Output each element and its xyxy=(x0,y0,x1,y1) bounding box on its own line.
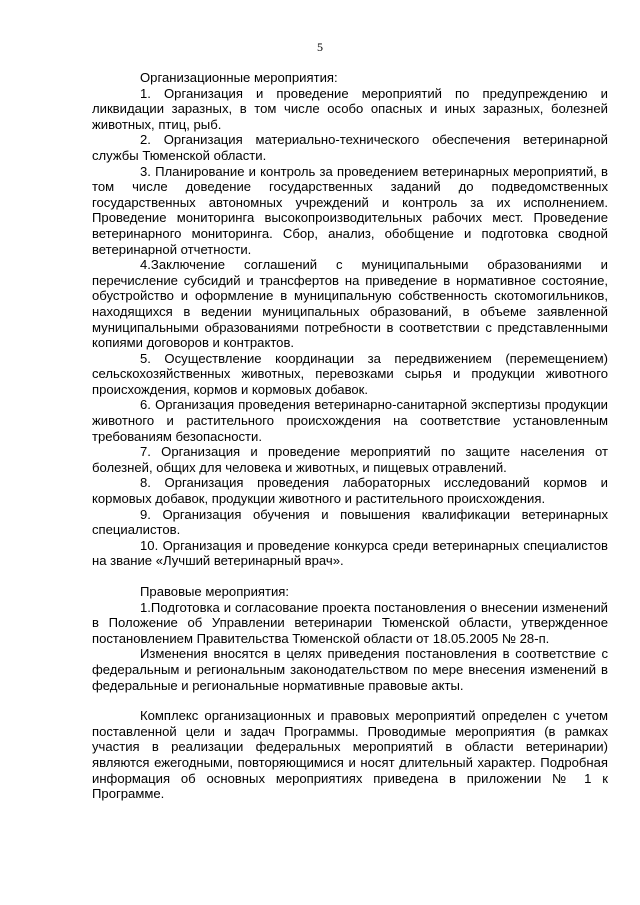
org-item-3: 3. Планирование и контроль за проведением ветеринарных мероприятий, в том числе доведение государственных заданий до подведомственных государственных автономных учреждений и контроль за их исполнением. Проведение мониторинга высокопроизводительных рабочих мест. Проведение ветеринарного мониторинга. Сбор, анализ, обобщение и подготовка сводной ветеринарной отчетности. xyxy=(92,163,608,257)
legal-section-heading: Правовые мероприятия: xyxy=(140,584,290,599)
legal-item-1: 1.Подготовка и согласование проекта постановления о внесении изменений в Положение об Управлении ветеринарии Тюменской области, утвержденное постановлением Правительства Тюменской области от 18.05.2005 № 28-п. xyxy=(92,599,608,646)
org-item-9: 9. Организация обучения и повышения квалификации ветеринарных специалистов. xyxy=(92,506,608,538)
page-number: 5 xyxy=(317,40,323,54)
org-item-8: 8. Организация проведения лабораторных исследований кормов и кормовых добавок, продукции животного и растительного происхождения. xyxy=(92,475,608,507)
org-section-heading: Организационные мероприятия: xyxy=(140,70,338,85)
org-item-1: 1. Организация и проведение мероприятий по предупреждению и ликвидации заразных, в том числе особо опасных и иных заразных, болезней животных, птиц, рыб. xyxy=(92,85,608,132)
org-item-5: 5. Осуществление координации за передвижением (перемещением) сельскохозяйственных животных, перевозками сырья и продукции животного происхождения, кормов и кормовых добавок. xyxy=(92,350,608,397)
legal-item-2: Изменения вносятся в целях приведения постановления в соответствие с федеральным и региональным законодательством по мере внесения изменений в федеральные и региональные нормативные правовые акты. xyxy=(92,646,608,693)
org-item-2: 2. Организация материально-технического обеспечения ветеринарной службы Тюменской области. xyxy=(92,132,608,163)
document-body xyxy=(92,70,608,802)
org-item-10: 10. Организация и проведение конкурса среди ветеринарных специалистов на звание «Лучший ветеринарный врач». xyxy=(92,537,608,569)
summary-paragraph: Комплекс организационных и правовых мероприятий определен с учетом поставленной цели и задач Программы. Проводимые мероприятия (в рамках участия в реализации федеральных мероприятий в области ветеринарии) являются ежегодными, повторяющимися и носят длительный характер. Подробная информация об основных мероприятиях приведена в приложении № 1 к Программе. xyxy=(92,708,608,802)
org-item-6: 6. Организация проведения ветеринарно-санитарной экспертизы продукции животного и растительного происхождения на соответствие установленным требованиям безопасности. xyxy=(92,397,608,444)
org-item-7: 7. Организация и проведение мероприятий по защите населения от болезней, общих для человека и животных, и пищевых отравлений. xyxy=(92,444,608,475)
org-item-4: 4.Заключение соглашений с муниципальными образованиями и перечисление субсидий и трансфертов на приведение в нормативное состояние, обустройство и оформление в муниципальную собственность скотомогильников, находящихся в ведении муниципальных образований, в объеме заявленной муниципальными образованиями потребности в соответствии с представленными копиями договоров и контрактов. xyxy=(92,257,608,351)
